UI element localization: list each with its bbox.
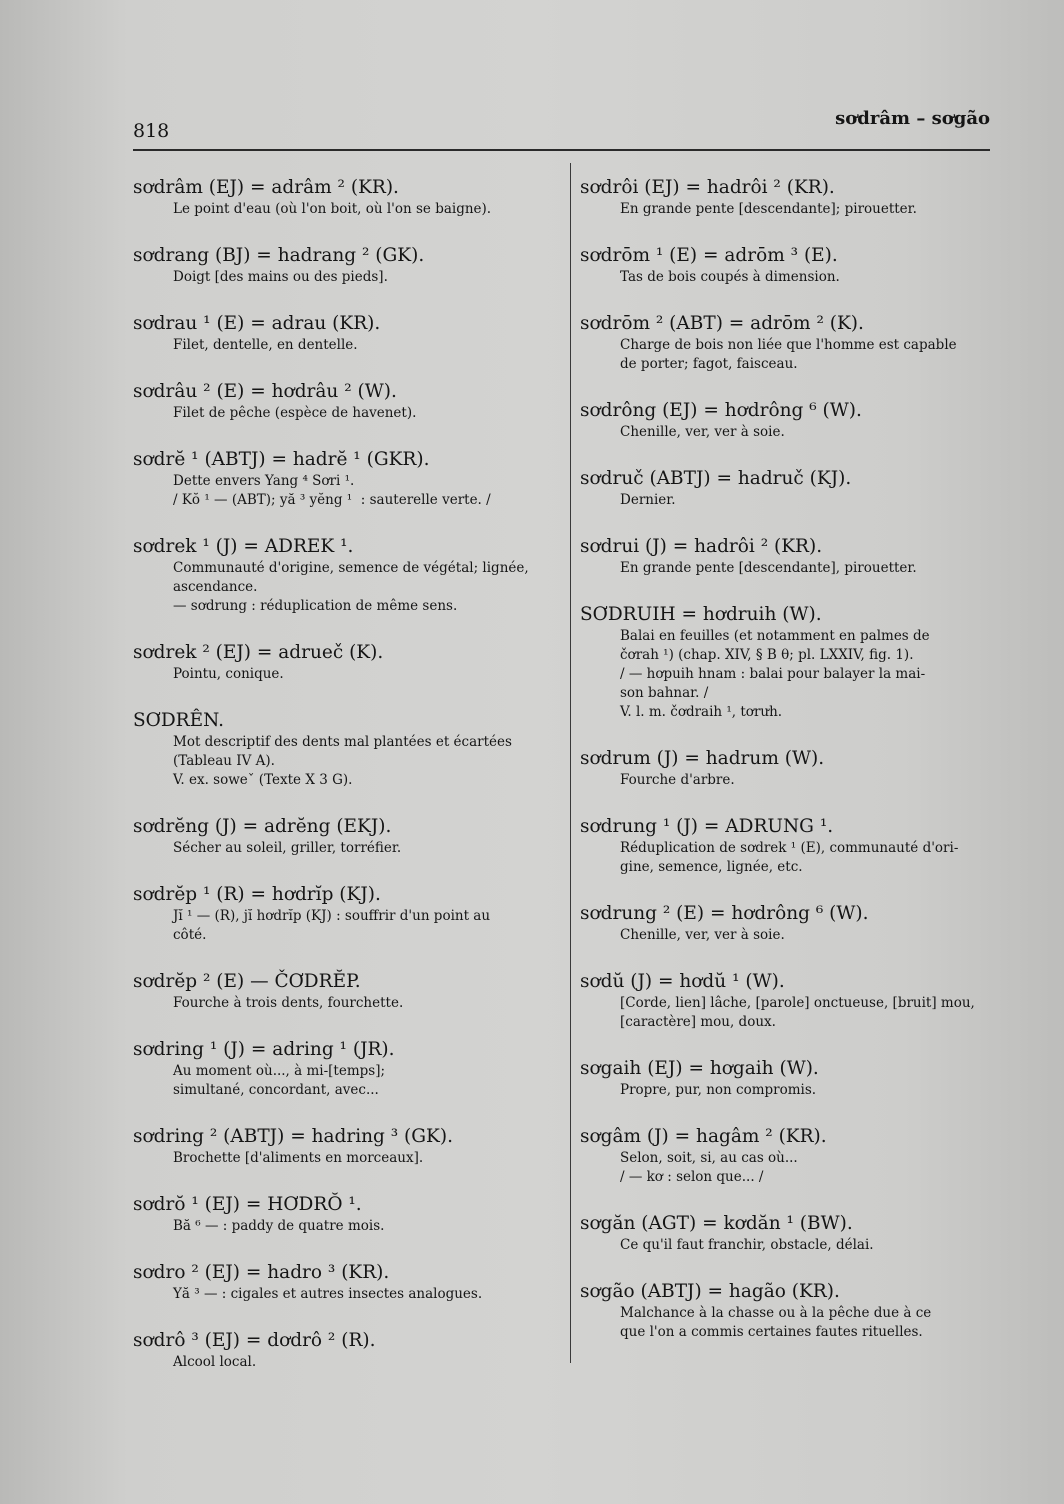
dictionary-entry: [133, 1038, 553, 1100]
entry-definition: [173, 733, 553, 790]
definition-line: ascendance.: [173, 579, 258, 595]
definition-line: de porter; fagot, faisceau.: [620, 356, 798, 372]
entry-headword: sơdrông (EJ) = hơdrông ⁶ (W).: [580, 400, 862, 421]
dictionary-entry: [580, 747, 992, 790]
entry-headword: sơdro ² (EJ) = hadro ³ (KR).: [133, 1262, 390, 1283]
entry-headword: sơdrau ¹ (E) = adrau (KR).: [133, 313, 381, 334]
entry-headword: sơdrōm ¹ (E) = adrōm ³ (E).: [580, 245, 838, 266]
definition-line: côté.: [173, 927, 207, 943]
entry-definition: [173, 1285, 553, 1304]
definition-line: Charge de bois non liée que l'homme est capable: [620, 337, 957, 353]
entry-definition: [620, 423, 992, 442]
definition-line: Doigt [des mains ou des pieds].: [173, 269, 388, 285]
definition-line: Sécher au soleil, griller, torréfier.: [173, 840, 402, 856]
definition-line: Propre, pur, non compromis.: [620, 1082, 817, 1098]
dictionary-entry: [133, 1193, 553, 1236]
definition-line: — sơdrung : réduplication de même sens.: [173, 598, 458, 614]
entry-headword: sơdrōm ² (ABT) = adrōm ² (K).: [580, 313, 864, 334]
dictionary-entry: [580, 1125, 992, 1187]
dictionary-entry: [580, 535, 992, 578]
entry-headword: sơdrek ² (EJ) = adrueč (K).: [133, 642, 384, 663]
entry-definition: [173, 336, 553, 355]
entry-definition: [173, 268, 553, 287]
definition-line: Tas de bois coupés à dimension.: [620, 269, 840, 285]
entry-headword: sơdrum (J) = hadrum (W).: [580, 748, 825, 769]
dictionary-entry: [580, 1212, 992, 1255]
entry-headword: sơdrui (J) = hadrôi ² (KR).: [580, 536, 823, 557]
dictionary-entry: [580, 399, 992, 442]
entry-definition: [173, 839, 553, 858]
entry-headword: SƠDRÊN.: [133, 710, 224, 731]
entry-headword: sơdrôi (EJ) = hadrôi ² (KR).: [580, 177, 835, 198]
header-rule: [133, 149, 990, 151]
entry-definition: [620, 1081, 992, 1100]
dictionary-entry: [133, 244, 553, 287]
definition-line: Balai en feuilles (et notamment en palmes de: [620, 628, 930, 644]
definition-line: Au moment où..., à mi-[temps];: [173, 1063, 386, 1079]
definition-line: Réduplication de sơdrek ¹ (E), communauté d'ori-: [620, 840, 959, 856]
entry-headword: sơgaih (EJ) = hơgaih (W).: [580, 1058, 819, 1079]
definition-line: Pointu, conique.: [173, 666, 284, 682]
definition-line: / — kơ : selon que... /: [620, 1169, 764, 1185]
dictionary-entry: [580, 815, 992, 877]
definition-line: Fourche à trois dents, fourchette.: [173, 995, 404, 1011]
dictionary-entry: [133, 641, 553, 684]
definition-line: Fourche d'arbre.: [620, 772, 735, 788]
column-divider: [570, 163, 571, 1363]
definition-line: / Kŏ ¹ — (ABT); yă ³ yĕng ¹ : sauterelle verte. /: [173, 492, 491, 508]
entry-headword: sơgâm (J) = hagâm ² (KR).: [580, 1126, 827, 1147]
definition-line: simultané, concordant, avec...: [173, 1082, 379, 1098]
dictionary-entry: [580, 603, 992, 722]
definition-line: son bahnar. /: [620, 685, 709, 701]
dictionary-entry: [580, 467, 992, 510]
entry-definition: [173, 404, 553, 423]
dictionary-entry: [133, 883, 553, 945]
entry-definition: [173, 559, 553, 616]
entry-headword: sơdrĕp ¹ (R) = hơdrĭp (KJ).: [133, 884, 381, 905]
dictionary-entry: [580, 1280, 992, 1342]
entry-headword: sơdrung ² (E) = hơdrông ⁶ (W).: [580, 903, 869, 924]
definition-line: Malchance à la chasse ou à la pêche due à ce: [620, 1305, 932, 1321]
entry-definition: [173, 994, 553, 1013]
entry-headword: SƠDRUIH = hơdruih (W).: [580, 604, 822, 625]
entry-headword: sơdrĕp ² (E) — ČƠDRĔP.: [133, 971, 361, 992]
entry-definition: [620, 200, 992, 219]
definition-line: V. l. m. čơdraih ¹, tơrưh.: [620, 704, 783, 720]
dictionary-entry: [580, 312, 992, 374]
definition-line: Selon, soit, si, au cas où...: [620, 1150, 798, 1166]
dictionary-entry: [133, 970, 553, 1013]
definition-line: / — hơpuih hnam : balai pour balayer la mai-: [620, 666, 926, 682]
entry-definition: [620, 336, 992, 374]
dictionary-entry: [133, 535, 553, 616]
entry-definition: [173, 1149, 553, 1168]
entry-headword: sơdrâu ² (E) = hơdrâu ² (W).: [133, 381, 397, 402]
definition-line: Dernier.: [620, 492, 676, 508]
entry-headword: sơdrek ¹ (J) = ADREK ¹.: [133, 536, 354, 557]
dictionary-entry: [580, 970, 992, 1032]
definition-line: Chenille, ver, ver à soie.: [620, 424, 785, 440]
definition-line: (Tableau IV A).: [173, 753, 275, 769]
entry-headword: sơdrŏ ¹ (EJ) = HƠDRŎ ¹.: [133, 1194, 362, 1215]
dictionary-entry: [133, 709, 553, 790]
definition-line: [Corde, lien] lâche, [parole] onctueuse, [bruit] mou,: [620, 995, 975, 1011]
definition-line: Bă ⁶ — : paddy de quatre mois.: [173, 1218, 385, 1234]
entry-headword: sơdring ¹ (J) = adring ¹ (JR).: [133, 1039, 395, 1060]
entry-definition: [173, 907, 553, 945]
left-column: [133, 176, 553, 1397]
dictionary-entry: [133, 312, 553, 355]
entry-definition: [620, 559, 992, 578]
definition-line: Communauté d'origine, semence de végétal; lignée,: [173, 560, 529, 576]
entry-headword: sơdrĕ ¹ (ABTJ) = hadrĕ ¹ (GKR).: [133, 449, 430, 470]
entry-definition: [620, 268, 992, 287]
definition-line: Filet, dentelle, en dentelle.: [173, 337, 358, 353]
entry-definition: [620, 1236, 992, 1255]
entry-definition: [620, 1149, 992, 1187]
page-number: 818: [133, 120, 170, 142]
dictionary-entry: [580, 244, 992, 287]
entry-headword: sơdruč (ABTJ) = hadruč (KJ).: [580, 468, 852, 489]
definition-line: Jĭ ¹ — (R), jĭ hơdrĭp (KJ) : souffrir d'un point au: [173, 908, 491, 924]
entry-definition: [173, 1353, 553, 1372]
dictionary-entry: [133, 176, 553, 219]
entry-definition: [173, 665, 553, 684]
entry-definition: [620, 627, 992, 722]
entry-headword: sơdring ² (ABTJ) = hadring ³ (GK).: [133, 1126, 453, 1147]
dictionary-entry: [580, 176, 992, 219]
definition-line: Filet de pêche (espèce de havenet).: [173, 405, 417, 421]
entry-definition: [620, 771, 992, 790]
entry-headword: sơdrang (BJ) = hadrang ² (GK).: [133, 245, 425, 266]
definition-line: Alcool local.: [173, 1354, 257, 1370]
entry-headword: sơgăn (AGT) = kơdăn ¹ (BW).: [580, 1213, 853, 1234]
definition-line: En grande pente [descendante]; pirouetter.: [620, 201, 917, 217]
definition-line: Ce qu'il faut franchir, obstacle, délai.: [620, 1237, 874, 1253]
entry-definition: [620, 926, 992, 945]
definition-line: Brochette [d'aliments en morceaux].: [173, 1150, 424, 1166]
dictionary-entry: [133, 448, 553, 510]
dictionary-entry: [133, 1125, 553, 1168]
definition-line: V. ex. soweˇ (Texte X 3 G).: [173, 772, 353, 788]
entry-headword: sơdrung ¹ (J) = ADRUNG ¹.: [580, 816, 834, 837]
entry-headword: sơdrâm (EJ) = adrâm ² (KR).: [133, 177, 399, 198]
definition-line: Chenille, ver, ver à soie.: [620, 927, 785, 943]
entry-headword: sơgão (ABTJ) = hagão (KR).: [580, 1281, 840, 1302]
running-head: sơdrâm – sơgão: [835, 108, 990, 129]
definition-line: gine, semence, lignée, etc.: [620, 859, 803, 875]
entry-definition: [173, 472, 553, 510]
dictionary-entry: [580, 1057, 992, 1100]
dictionary-entry: [133, 380, 553, 423]
definition-line: Yă ³ — : cigales et autres insectes analogues.: [173, 1286, 483, 1302]
entry-definition: [173, 200, 553, 219]
definition-line: Dette envers Yang ⁴ Sơri ¹.: [173, 473, 355, 489]
definition-line: que l'on a commis certaines fautes rituelles.: [620, 1324, 923, 1340]
definition-line: čơrah ¹) (chap. XIV, § B θ; pl. LXXIV, fig. 1).: [620, 647, 914, 663]
entry-definition: [620, 994, 992, 1032]
definition-line: En grande pente [descendante], pirouetter.: [620, 560, 917, 576]
entry-headword: sơdrô ³ (EJ) = dơdrô ² (R).: [133, 1330, 376, 1351]
definition-line: [caractère] mou, doux.: [620, 1014, 776, 1030]
dictionary-entry: [580, 902, 992, 945]
definition-line: Mot descriptif des dents mal plantées et écartées: [173, 734, 512, 750]
dictionary-entry: [133, 1261, 553, 1304]
entry-definition: [173, 1217, 553, 1236]
dictionary-entry: [133, 815, 553, 858]
entry-headword: sơdŭ (J) = hơdŭ ¹ (W).: [580, 971, 785, 992]
entry-definition: [173, 1062, 553, 1100]
dictionary-entry: [133, 1329, 553, 1372]
entry-headword: sơdrĕng (J) = adrĕng (EKJ).: [133, 816, 392, 837]
entry-definition: [620, 839, 992, 877]
entry-definition: [620, 491, 992, 510]
entry-definition: [620, 1304, 992, 1342]
right-column: [580, 176, 992, 1367]
definition-line: Le point d'eau (où l'on boit, où l'on se baigne).: [173, 201, 492, 217]
